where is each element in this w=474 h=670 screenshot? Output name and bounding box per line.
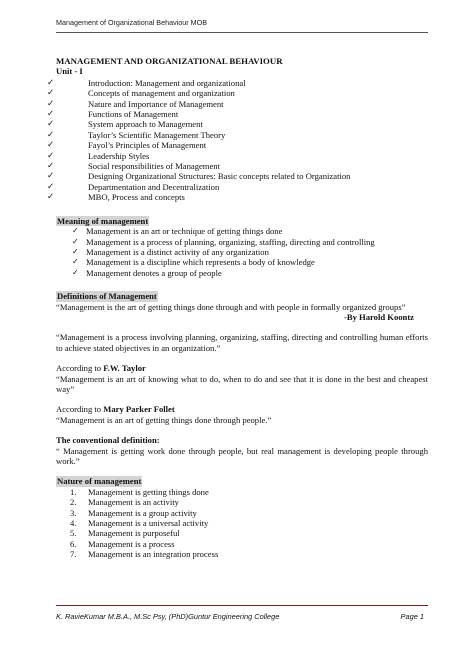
nature-item: 4. Management is a universal activity <box>70 518 209 529</box>
taylor-definition: “Management is an art of knowing what to do, when to do and see that it is done in the best and cheapest way” <box>56 373 428 394</box>
checkmark-icon: ✓ <box>72 246 79 256</box>
meaning-heading: Meaning of management <box>57 215 149 226</box>
unit-label: Unit - I <box>56 66 83 77</box>
topic-item: ✓ Leadership Styles <box>47 150 150 161</box>
checkmark-icon: ✓ <box>47 88 55 99</box>
meaning-item: ✓ Management is a process of planning, organizing, staffing, directing and controlling <box>72 236 375 247</box>
checkmark-icon: ✓ <box>47 161 55 172</box>
checkmark-icon: ✓ <box>47 171 55 182</box>
conventional-definition: “ Management is getting work done through people, but real management is developing people through work.” <box>56 445 428 466</box>
document-title: MANAGEMENT AND ORGANIZATIONAL BEHAVIOUR <box>56 56 283 66</box>
nature-list <box>56 487 428 560</box>
topic-item: ✓ Nature and Importance of Management <box>47 98 224 109</box>
checkmark-icon: ✓ <box>72 257 79 267</box>
nature-item: 7. Management is an integration process <box>70 549 219 560</box>
page-number: Page 1 <box>400 612 424 621</box>
checkmark-icon: ✓ <box>47 140 55 151</box>
checkmark-icon: ✓ <box>47 109 55 120</box>
topic-item: ✓ Concepts of management and organization <box>47 88 235 99</box>
checkmark-icon: ✓ <box>47 181 55 192</box>
page-header: Management of Organizational Behaviour MOB <box>56 18 208 27</box>
checkmark-icon: ✓ <box>47 119 55 130</box>
nature-item: 6. Management is a process <box>70 538 175 549</box>
definitions-heading: Definitions of Management <box>57 291 157 302</box>
meaning-item: ✓ Management denotes a group of people <box>72 267 222 278</box>
process-definition: “Management is a process involving planning, organizing, staffing, directing and controlling human efforts to achieve stated objectives in an organization.” <box>56 332 428 353</box>
topic-item: ✓ MBO, Process and concepts <box>47 192 185 203</box>
footer-divider <box>56 605 428 606</box>
topic-item: ✓ Introduction: Management and organizational <box>47 77 246 88</box>
topic-item: ✓ Designing Organizational Structures: Basic concepts related to Organization <box>47 171 351 182</box>
checkmark-icon: ✓ <box>72 226 79 236</box>
topic-list <box>47 77 428 203</box>
follet-intro: According to Mary Parker Follet <box>56 404 175 415</box>
header-divider <box>56 32 428 33</box>
checkmark-icon: ✓ <box>72 267 79 277</box>
checkmark-icon: ✓ <box>47 98 55 109</box>
footer-author: K. RavieKumar M.B.A., M.Sc Psy, (PhD)Guntur Engineering College <box>56 612 280 621</box>
koontz-definition: “Management is the art of getting things done through and with people in formally organized groups” <box>56 301 406 312</box>
document-body <box>47 56 428 560</box>
topic-item: ✓ Fayol’s Principles of Management <box>47 140 207 151</box>
checkmark-icon: ✓ <box>47 77 55 88</box>
meaning-item: ✓ Management is a discipline which represents a body of knowledge <box>72 257 315 268</box>
nature-item: 3. Management is a group activity <box>70 507 197 518</box>
nature-item: 5. Management is purposeful <box>70 528 180 539</box>
topic-item: ✓ Functions of Management <box>47 109 179 120</box>
topic-item: ✓ Taylor’s Scientific Management Theory <box>47 129 226 140</box>
topic-item: ✓ System approach to Management <box>47 119 203 130</box>
checkmark-icon: ✓ <box>47 129 55 140</box>
follet-definition: “Management is an art of getting things done through people.” <box>56 414 272 425</box>
nature-item: 1. Management is getting things done <box>70 486 209 497</box>
meaning-item: ✓ Management is a distinct activity of any organization <box>72 246 269 257</box>
conventional-heading: The conventional definition: <box>56 435 160 446</box>
checkmark-icon: ✓ <box>47 192 55 203</box>
taylor-name: F.W. Taylor <box>103 363 146 374</box>
meaning-list <box>56 226 428 278</box>
nature-item: 2. Management is an activity <box>70 497 179 508</box>
checkmark-icon: ✓ <box>47 150 55 161</box>
topic-item: ✓ Social responsibilities of Management <box>47 161 220 172</box>
checkmark-icon: ✓ <box>72 236 79 246</box>
koontz-attribution: -By Harold Koontz <box>343 311 414 322</box>
topic-item: ✓ Departmentation and Decentralization <box>47 181 220 192</box>
taylor-intro: According to F.W. Taylor <box>56 363 146 374</box>
follet-name: Mary Parker Follet <box>103 404 175 415</box>
meaning-item: ✓ Management is an art or technique of getting things done <box>72 226 283 237</box>
nature-heading: Nature of management <box>57 476 142 487</box>
